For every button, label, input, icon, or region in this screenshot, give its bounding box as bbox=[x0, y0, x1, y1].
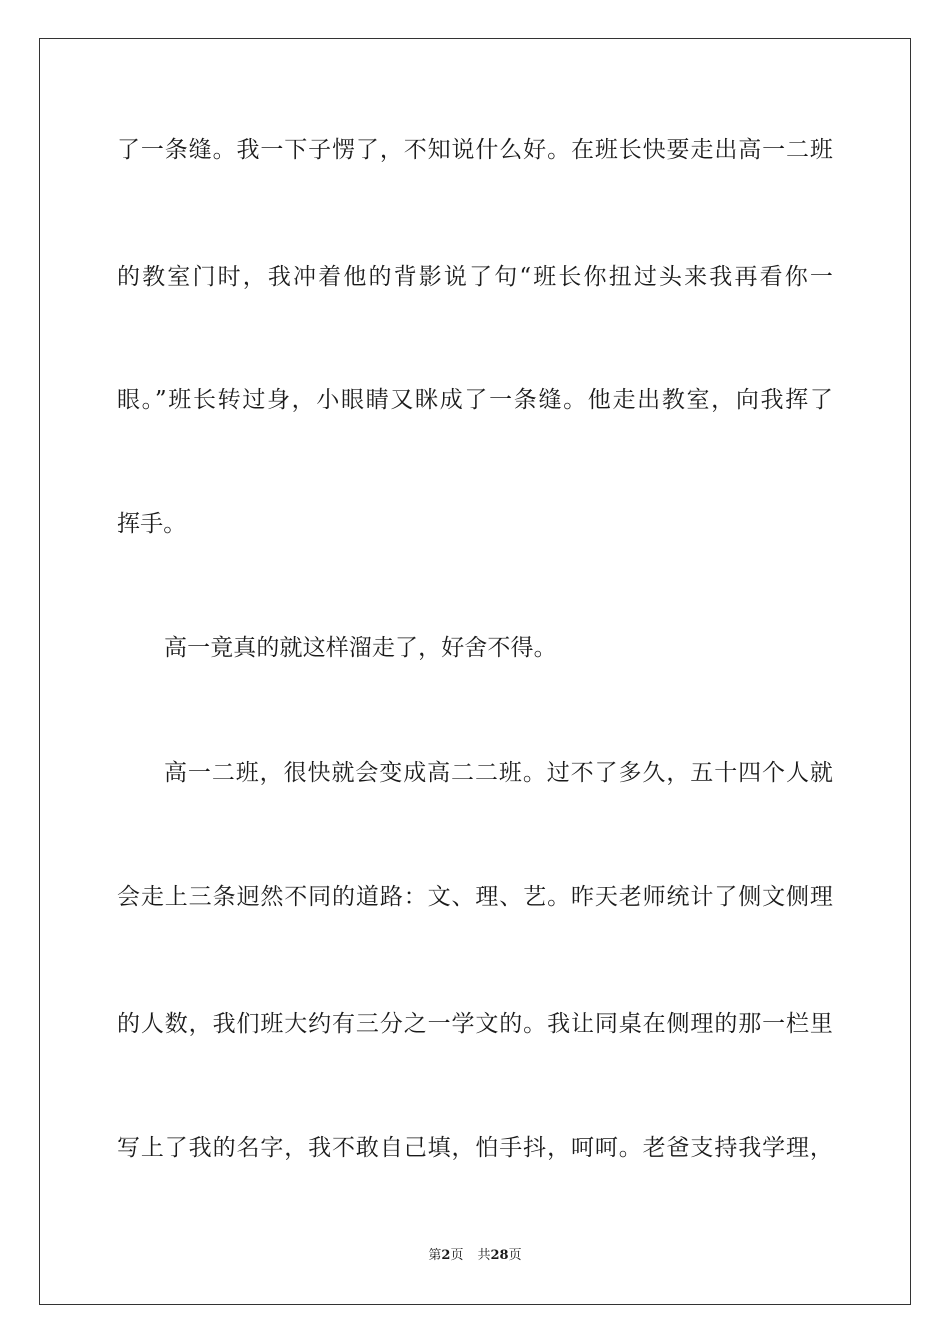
text-line-5: 高一竟真的就这样溜走了，好舍不得。 bbox=[164, 635, 557, 661]
text-line-9: 写上了我的名字，我不敢自己填，怕手抖，呵呵。老爸支持我学理， bbox=[117, 1135, 833, 1161]
footer-page-number: 2 bbox=[441, 1248, 451, 1263]
text-line-6: 高一二班，很快就会变成高二二班。过不了多久，五十四个人就 bbox=[164, 760, 833, 786]
text-line-7: 会走上三条迥然不同的道路：文、理、艺。昨天老师统计了侧文侧理 bbox=[117, 884, 833, 910]
text-line-8: 的人数，我们班大约有三分之一学文的。我让同桌在侧理的那一栏里 bbox=[117, 1011, 833, 1037]
text-line-1: 了一条缝。我一下子愣了，不知说什么好。在班长快要走出高一二班 bbox=[117, 137, 833, 163]
text-line-3: 眼。”班长转过身，小眼睛又眯成了一条缝。他走出教室，向我挥了 bbox=[117, 387, 833, 413]
text-line-4: 挥手。 bbox=[117, 511, 187, 537]
footer-total-suffix: 页 bbox=[508, 1248, 522, 1263]
page-footer bbox=[0, 1246, 950, 1266]
footer-page-prefix: 第 bbox=[428, 1248, 442, 1263]
page-border bbox=[39, 38, 911, 1305]
footer-total-prefix: 共 bbox=[477, 1248, 491, 1263]
text-line-2: 的教室门时，我冲着他的背影说了句“班长你扭过头来我再看你一 bbox=[117, 264, 833, 290]
footer-total-number: 28 bbox=[490, 1248, 509, 1263]
footer-page-suffix: 页 bbox=[450, 1248, 464, 1263]
